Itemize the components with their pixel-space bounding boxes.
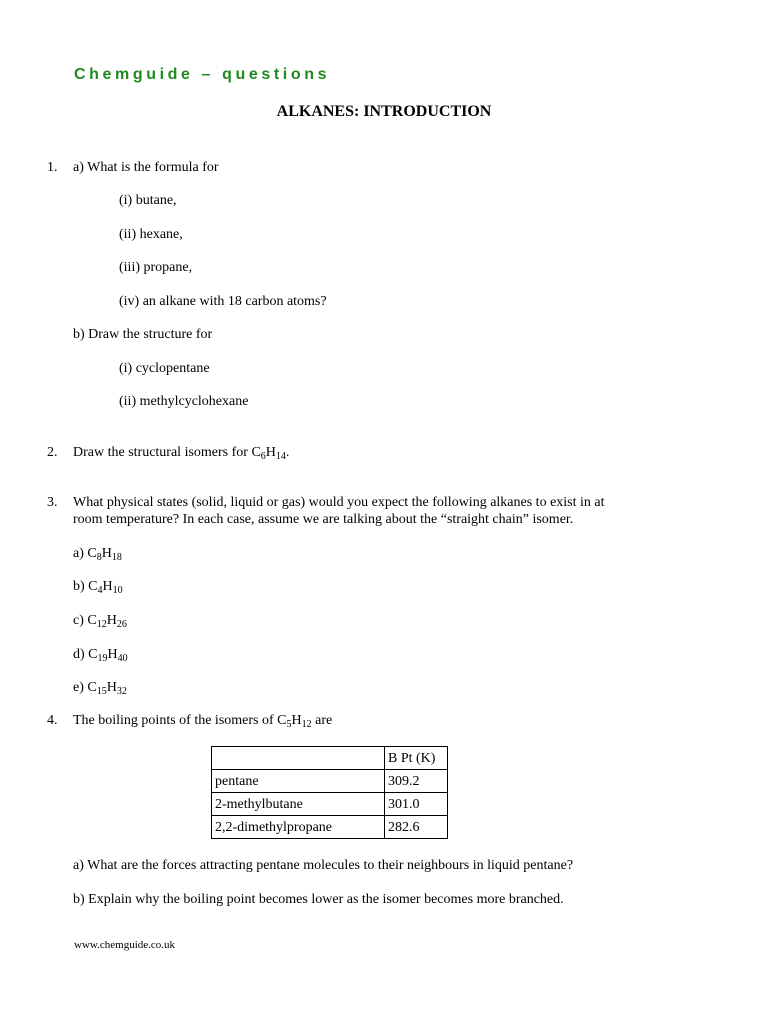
table-row [212, 793, 448, 816]
question-3-number: 3. [47, 495, 58, 510]
page-title: ALKANES: INTRODUCTION [276, 103, 492, 120]
question-3-line-2: room temperature? In each case, assume we are talking about the “straight chain” isomer. [73, 512, 574, 527]
question-1b-item-1: (i) cyclopentane [119, 361, 210, 376]
table-row [212, 770, 448, 793]
question-3-item-b: b) $C_4H_{10}$ [73, 579, 123, 596]
footer-url: www.chemguide.co.uk [74, 939, 176, 951]
question-1a-item-1: (i) butane, [119, 193, 177, 208]
table-cell-bpt: 309.2 [385, 770, 448, 793]
table-cell-bpt: 282.6 [385, 816, 448, 839]
table-header-cell [212, 747, 385, 770]
question-1a-text: a) What is the formula for [73, 160, 219, 175]
question-4a-text: a) What are the forces attracting pentane molecules to their neighbours in liquid pentane? [73, 858, 574, 873]
table-header-cell: B Pt (K) [385, 747, 448, 770]
table-cell-isomer: 2,2-dimethylpropane [212, 816, 385, 839]
question-2-text: Draw the structural isomers for $C_6H_{14}$. [73, 445, 290, 462]
brand-heading: Chemguide – questions [74, 66, 331, 83]
question-3-item-c: c) $C_{12}H_{26}$ [73, 613, 127, 630]
table-cell-isomer: pentane [212, 770, 385, 793]
table-cell-bpt: 301.0 [385, 793, 448, 816]
boiling-points-table [211, 746, 448, 839]
question-3-item-a: a) $C_8H_{18}$ [73, 546, 122, 563]
question-4b-text: b) Explain why the boiling point becomes lower as the isomer becomes more branched. [73, 892, 564, 907]
question-1a-item-2: (ii) hexane, [119, 227, 183, 242]
question-3-item-d: d) $C_{19}H_{40}$ [73, 647, 128, 664]
question-3-item-e: e) $C_{15}H_{32}$ [73, 680, 127, 697]
question-3-line-1: What physical states (solid, liquid or gas) would you expect the following alkanes to exist in at [73, 495, 605, 510]
question-4-number: 4. [47, 713, 58, 728]
question-1b-text: b) Draw the structure for [73, 327, 213, 342]
question-1a-item-3: (iii) propane, [119, 260, 193, 275]
question-1b-item-2: (ii) methylcyclohexane [119, 394, 249, 409]
question-1a-item-4: (iv) an alkane with 18 carbon atoms? [119, 294, 327, 309]
table-header-row [212, 747, 448, 770]
table-row [212, 816, 448, 839]
table-cell-isomer: 2-methylbutane [212, 793, 385, 816]
question-4-text: The boiling points of the isomers of $C_5H_{12}$ are [73, 713, 333, 730]
question-1-number: 1. [47, 160, 58, 175]
question-2-number: 2. [47, 445, 58, 460]
